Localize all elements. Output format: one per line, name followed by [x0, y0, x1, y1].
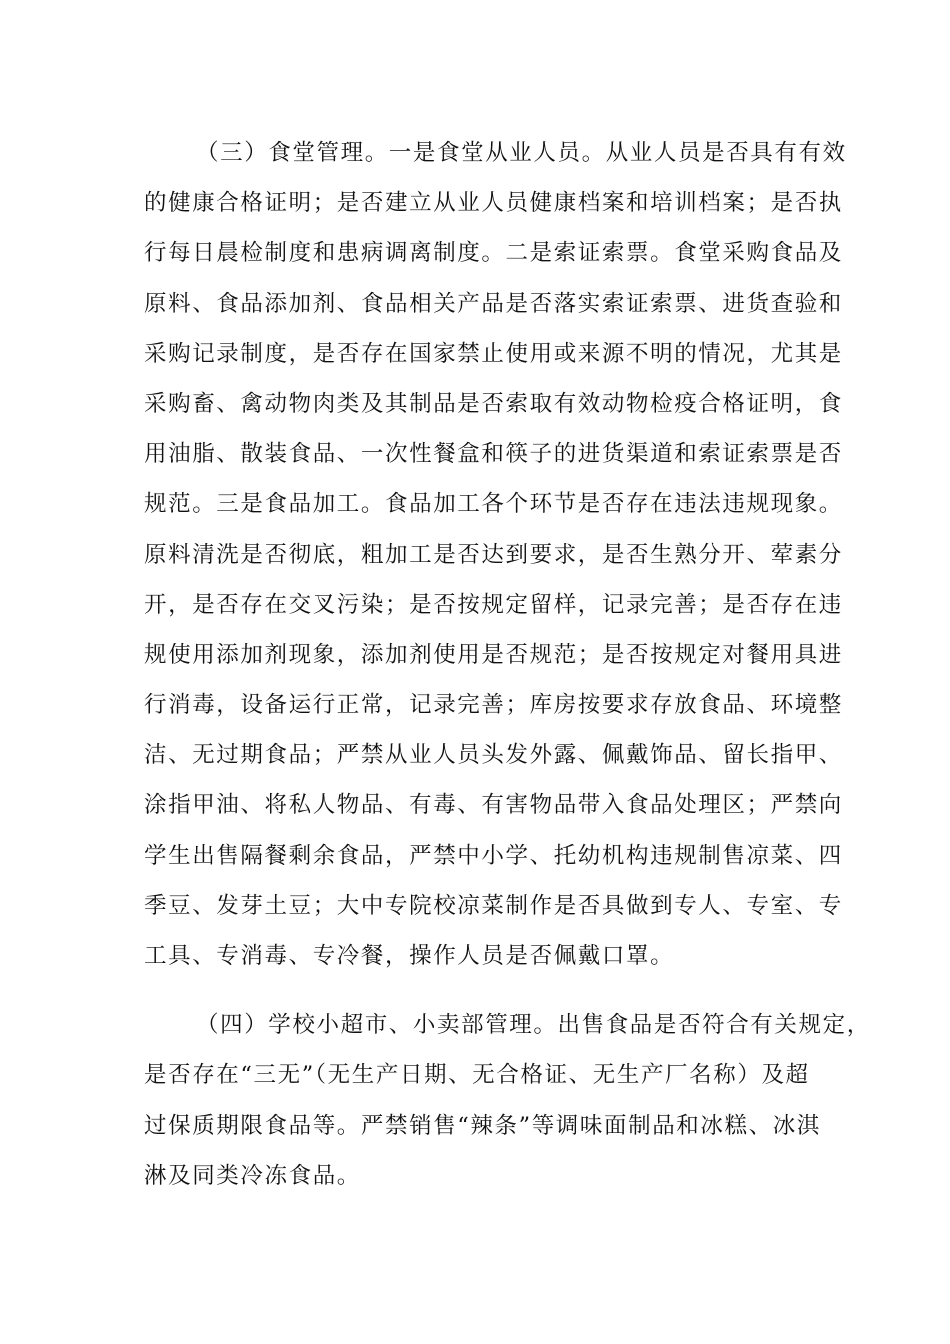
text-line: 涂指甲油、将私人物品、有毒、有害物品带入食品处理区；严禁向 — [144, 792, 843, 819]
text-line: 原料清洗是否彻底，粗加工是否达到要求，是否生熟分开、荤素分 — [144, 541, 843, 568]
text-line: 原料、食品添加剂、食品相关产品是否落实索证索票、进货查验和 — [144, 290, 843, 317]
text-line: 洁、无过期食品；严禁从业人员头发外露、佩戴饰品、留长指甲、 — [144, 742, 843, 769]
text-line: 季豆、发芽土豆；大中专院校凉菜制作是否具做到专人、专室、专 — [144, 892, 843, 919]
document-body — [144, 128, 871, 1201]
text-line: 用油脂、散装食品、一次性餐盒和筷子的进货渠道和索证索票是否 — [144, 441, 843, 468]
text-line: （三）食堂管理。一是食堂从业人员。从业人员是否具有有效 — [196, 140, 847, 166]
text-line: 采购畜、禽动物肉类及其制品是否索取有效动物检疫合格证明，食 — [144, 390, 843, 417]
text-line: 开，是否存在交叉污染；是否按规定留样，记录完善；是否存在违 — [144, 591, 843, 618]
text-line: 过保质期限食品等。严禁销售“辣条”等调味面制品和冰糕、冰淇 — [144, 1112, 821, 1139]
text-line: 行每日晨检制度和患病调离制度。二是索证索票。食堂采购食品及 — [144, 240, 843, 267]
paragraph-school-shop-management — [144, 1000, 871, 1201]
text-line: 是否存在“三无”（无生产日期、无合格证、无生产厂名称）及超 — [144, 1062, 810, 1089]
text-line: 采购记录制度，是否存在国家禁止使用或来源不明的情况，尤其是 — [144, 340, 843, 367]
text-line: 的健康合格证明；是否建立从业人员健康档案和培训档案；是否执 — [144, 190, 843, 217]
text-line: 淋及同类冷冻食品。 — [144, 1162, 361, 1189]
text-line: （四）学校小超市、小卖部管理。出售食品是否符合有关规定， — [196, 1012, 871, 1039]
paragraph-canteen-management — [144, 128, 847, 981]
text-line: 学生出售隔餐剩余食品，严禁中小学、托幼机构违规制售凉菜、四 — [144, 842, 843, 869]
text-line: 规使用添加剂现象，添加剂使用是否规范；是否按规定对餐用具进 — [144, 641, 843, 668]
text-line: 规范。三是食品加工。食品加工各个环节是否存在违法违规现象。 — [144, 491, 843, 518]
text-line: 行消毒，设备运行正常，记录完善；库房按要求存放食品、环境整 — [144, 692, 843, 719]
text-line: 工具、专消毒、专冷餐，操作人员是否佩戴口罩。 — [144, 943, 675, 969]
